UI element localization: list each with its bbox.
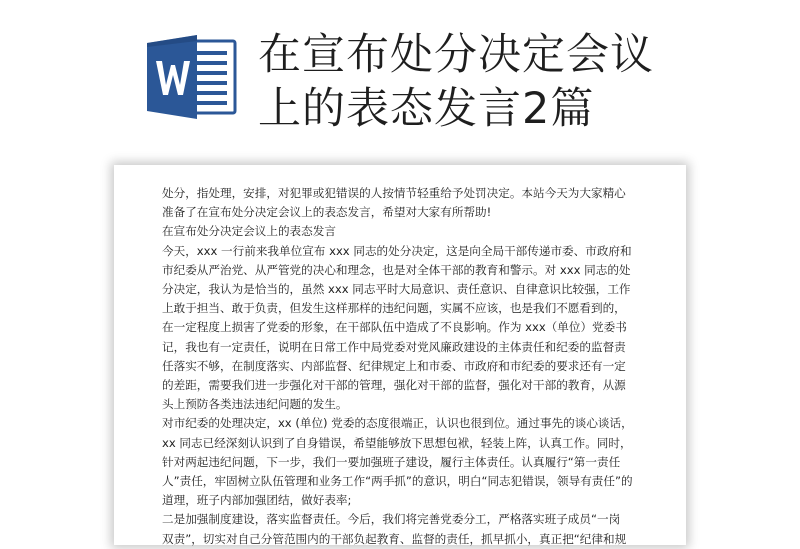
document-line: 头上预防各类违法违纪问题的发生。 (162, 397, 348, 412)
document-paper (114, 165, 686, 545)
document-line: 准备了在宣布处分决定会议上的表态发言，希望对大家有所帮助! (162, 205, 492, 220)
document-line: 处分，指处理，安排，对犯罪或犯错误的人按情节轻重给予处罚决定。本站今天为大家精心 (162, 186, 626, 200)
document-line: 市纪委从严治党、从严管党的决心和理念，也是对全体干部的教育和警示。对 xxx 同志的处 (162, 262, 631, 277)
document-body (162, 184, 657, 549)
title-line-1: 在宣布处分决定会议 (258, 30, 654, 80)
document-line: 的差距，需要我们进一步强化对干部的管理，强化对干部的监督，强化对干部的教育，从源 (162, 378, 626, 393)
document-line: 双责”，切实对自己分管范围内的干部负起教育、监督的责任，抓早抓小，真正把“纪律和规 (162, 531, 627, 546)
document-line: 二是加强制度建设，落实监督责任。今后，我们将完善党委分工，严格落实班子成员“一岗 (162, 512, 621, 527)
document-line: 分决定，我认为是恰当的，虽然 xxx 同志平时大局意识、责任意识、自律意识比较强，工作 (162, 282, 631, 297)
document-line: 记，我也有一定责任，说明在日常工作中局党委对党风廉政建设的主体责任和纪委的监督责 (162, 339, 626, 354)
document-line: xx 同志已经深刻认识到了自身错误，希望能够放下思想包袱，轻装上阵，认真工作。同时， (162, 435, 632, 450)
word-icon (145, 33, 237, 121)
document-line: 上敢于担当、敢于负责，但发生这样那样的违纪问题，实属不应该，也是我们不愿看到的， (162, 301, 626, 316)
header (0, 0, 800, 150)
document-heading: 在宣布处分决定会议上的表态发言 (162, 224, 336, 239)
document-line: 道理，班子内部加强团结，做好表率; (162, 493, 352, 508)
document-line: 对市纪委的处理决定，xx (单位) 党委的态度很端正，认识也很到位。通过事先的谈心谈话， (162, 416, 633, 431)
document-line: 在一定程度上损害了党委的形象，在干部队伍中造成了不良影响。作为 xxx（单位）党委书 (162, 320, 627, 335)
page-title (258, 28, 778, 136)
document-line: 人”责任，牢固树立队伍管理和业务工作“两手抓”的意识，明白“同志犯错误，领导有责任”的 (162, 474, 633, 489)
document-line: 任落实不够，在制度落实、内部监督、纪律规定上和市委、市政府和市纪委的要求还有一定 (162, 358, 626, 373)
title-line-2: 上的表态发言2篇 (258, 84, 595, 134)
document-line: 针对两起违纪问题，下一步，我们一要加强班子建设，履行主体责任。认真履行“第一责任 (162, 454, 621, 469)
document-line: 今天，xxx 一行前来我单位宣布 xxx 同志的处分决定，这是向全局干部传递市委、市政府和 (162, 243, 632, 258)
